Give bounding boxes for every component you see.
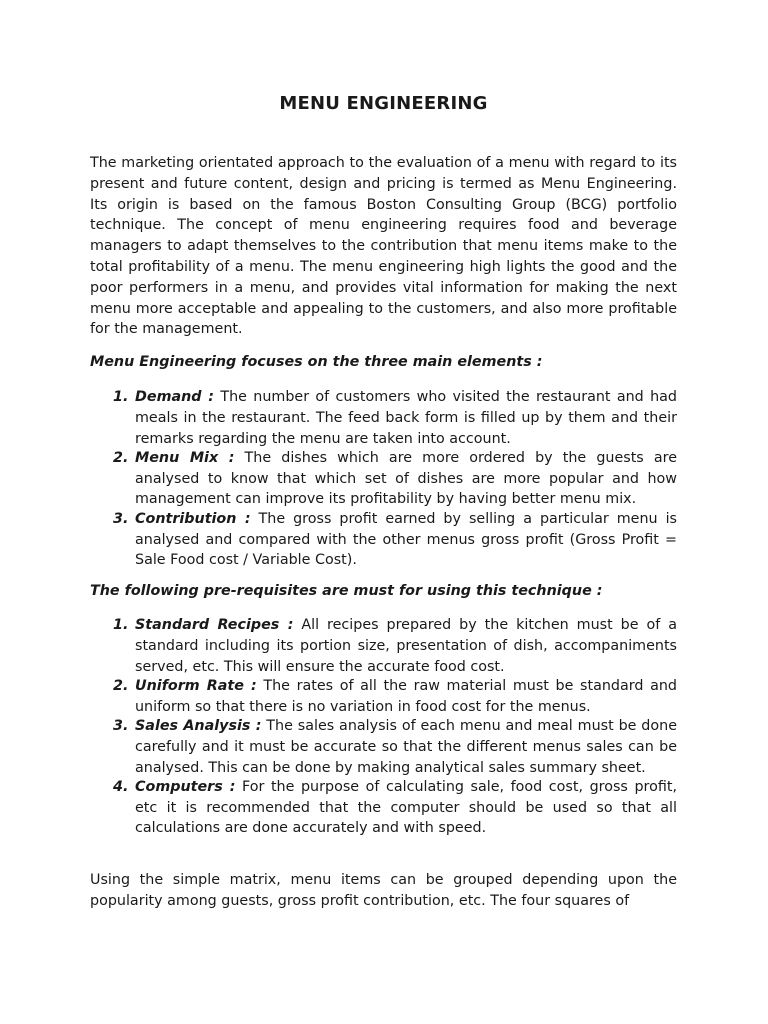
item-number: 3.: [113, 510, 129, 527]
item-term: Menu Mix :: [135, 449, 235, 466]
list-item: [90, 615, 677, 677]
list-item: [90, 777, 677, 839]
item-term: Contribution :: [135, 510, 251, 527]
item-term: Computers :: [135, 778, 236, 795]
item-number: 1.: [113, 389, 129, 405]
elements-heading: Menu Engineering focuses on the three main elements :: [90, 354, 543, 370]
item-text: The sales analysis of each menu and meal must be done carefully and it must be accurate so that the different menus sales can be analysed. This can be done by making analytical sales summary sheet.: [135, 717, 677, 776]
item-text: The dishes which are more ordered by the guests are analysed to know that which set of dishes are more popular and how management can improve its profitability by having better menu mix.: [135, 449, 677, 508]
item-number: 2.: [113, 677, 129, 694]
item-number: 1.: [113, 617, 129, 633]
prereq-list: [90, 615, 677, 838]
item-number: 4.: [113, 778, 129, 795]
item-term: Standard Recipes :: [135, 617, 294, 633]
item-term: Demand :: [135, 389, 215, 405]
item-text: The rates of all the raw material must be standard and uniform so that there is no variation in food cost for the menus.: [135, 677, 678, 715]
page-title: MENU ENGINEERING: [279, 93, 488, 114]
list-item: [90, 676, 677, 718]
item-term: Uniform Rate :: [135, 677, 257, 694]
item-text: All recipes prepared by the kitchen must be of a standard including its portion size, presentation of dish, accompaniments served, etc. This will ensure the accurate food cost.: [135, 617, 677, 675]
list-item: [90, 387, 677, 449]
item-text: The number of customers who visited the restaurant and had meals in the restaurant. The feed back form is filled up by them and their remarks regarding the menu are taken into account.: [135, 389, 677, 447]
item-number: 3.: [113, 717, 129, 734]
prereq-heading: The following pre-requisites are must for using this technique :: [90, 583, 603, 599]
item-text: For the purpose of calculating sale, food cost, gross profit, etc it is recommended that the computer should be used so that all calculations are done accurately and with speed.: [135, 778, 677, 837]
list-item: [90, 716, 677, 778]
list-item: [90, 509, 677, 571]
item-text: The gross profit earned by selling a particular menu is analysed and compared with the other menus gross profit (Gross Profit = Sale Food cost / Variable Cost).: [135, 510, 677, 569]
intro-paragraph: The marketing orientated approach to the evaluation of a menu with regard to its present and future content, design and pricing is termed as Menu Engineering. Its origin is based on the famous Boston Consulting Group (BCG) portfolio technique. The concept of menu engineering requires food and beverage managers to adapt themselves to the contribution that menu items make to the total profitability of a menu. The menu engineering high lights the good and the poor performers in a menu, and provides vital information for making the next menu more acceptable and appealing to the customers, and also more profitable for the management.: [90, 155, 677, 338]
outro-paragraph: Using the simple matrix, menu items can be grouped depending upon the popularity among guests, gross profit contribution, etc. The four squares of: [90, 872, 677, 909]
elements-list: [90, 387, 677, 570]
item-term: Sales Analysis :: [135, 717, 262, 734]
item-number: 2.: [113, 449, 129, 466]
list-item: [90, 448, 677, 510]
